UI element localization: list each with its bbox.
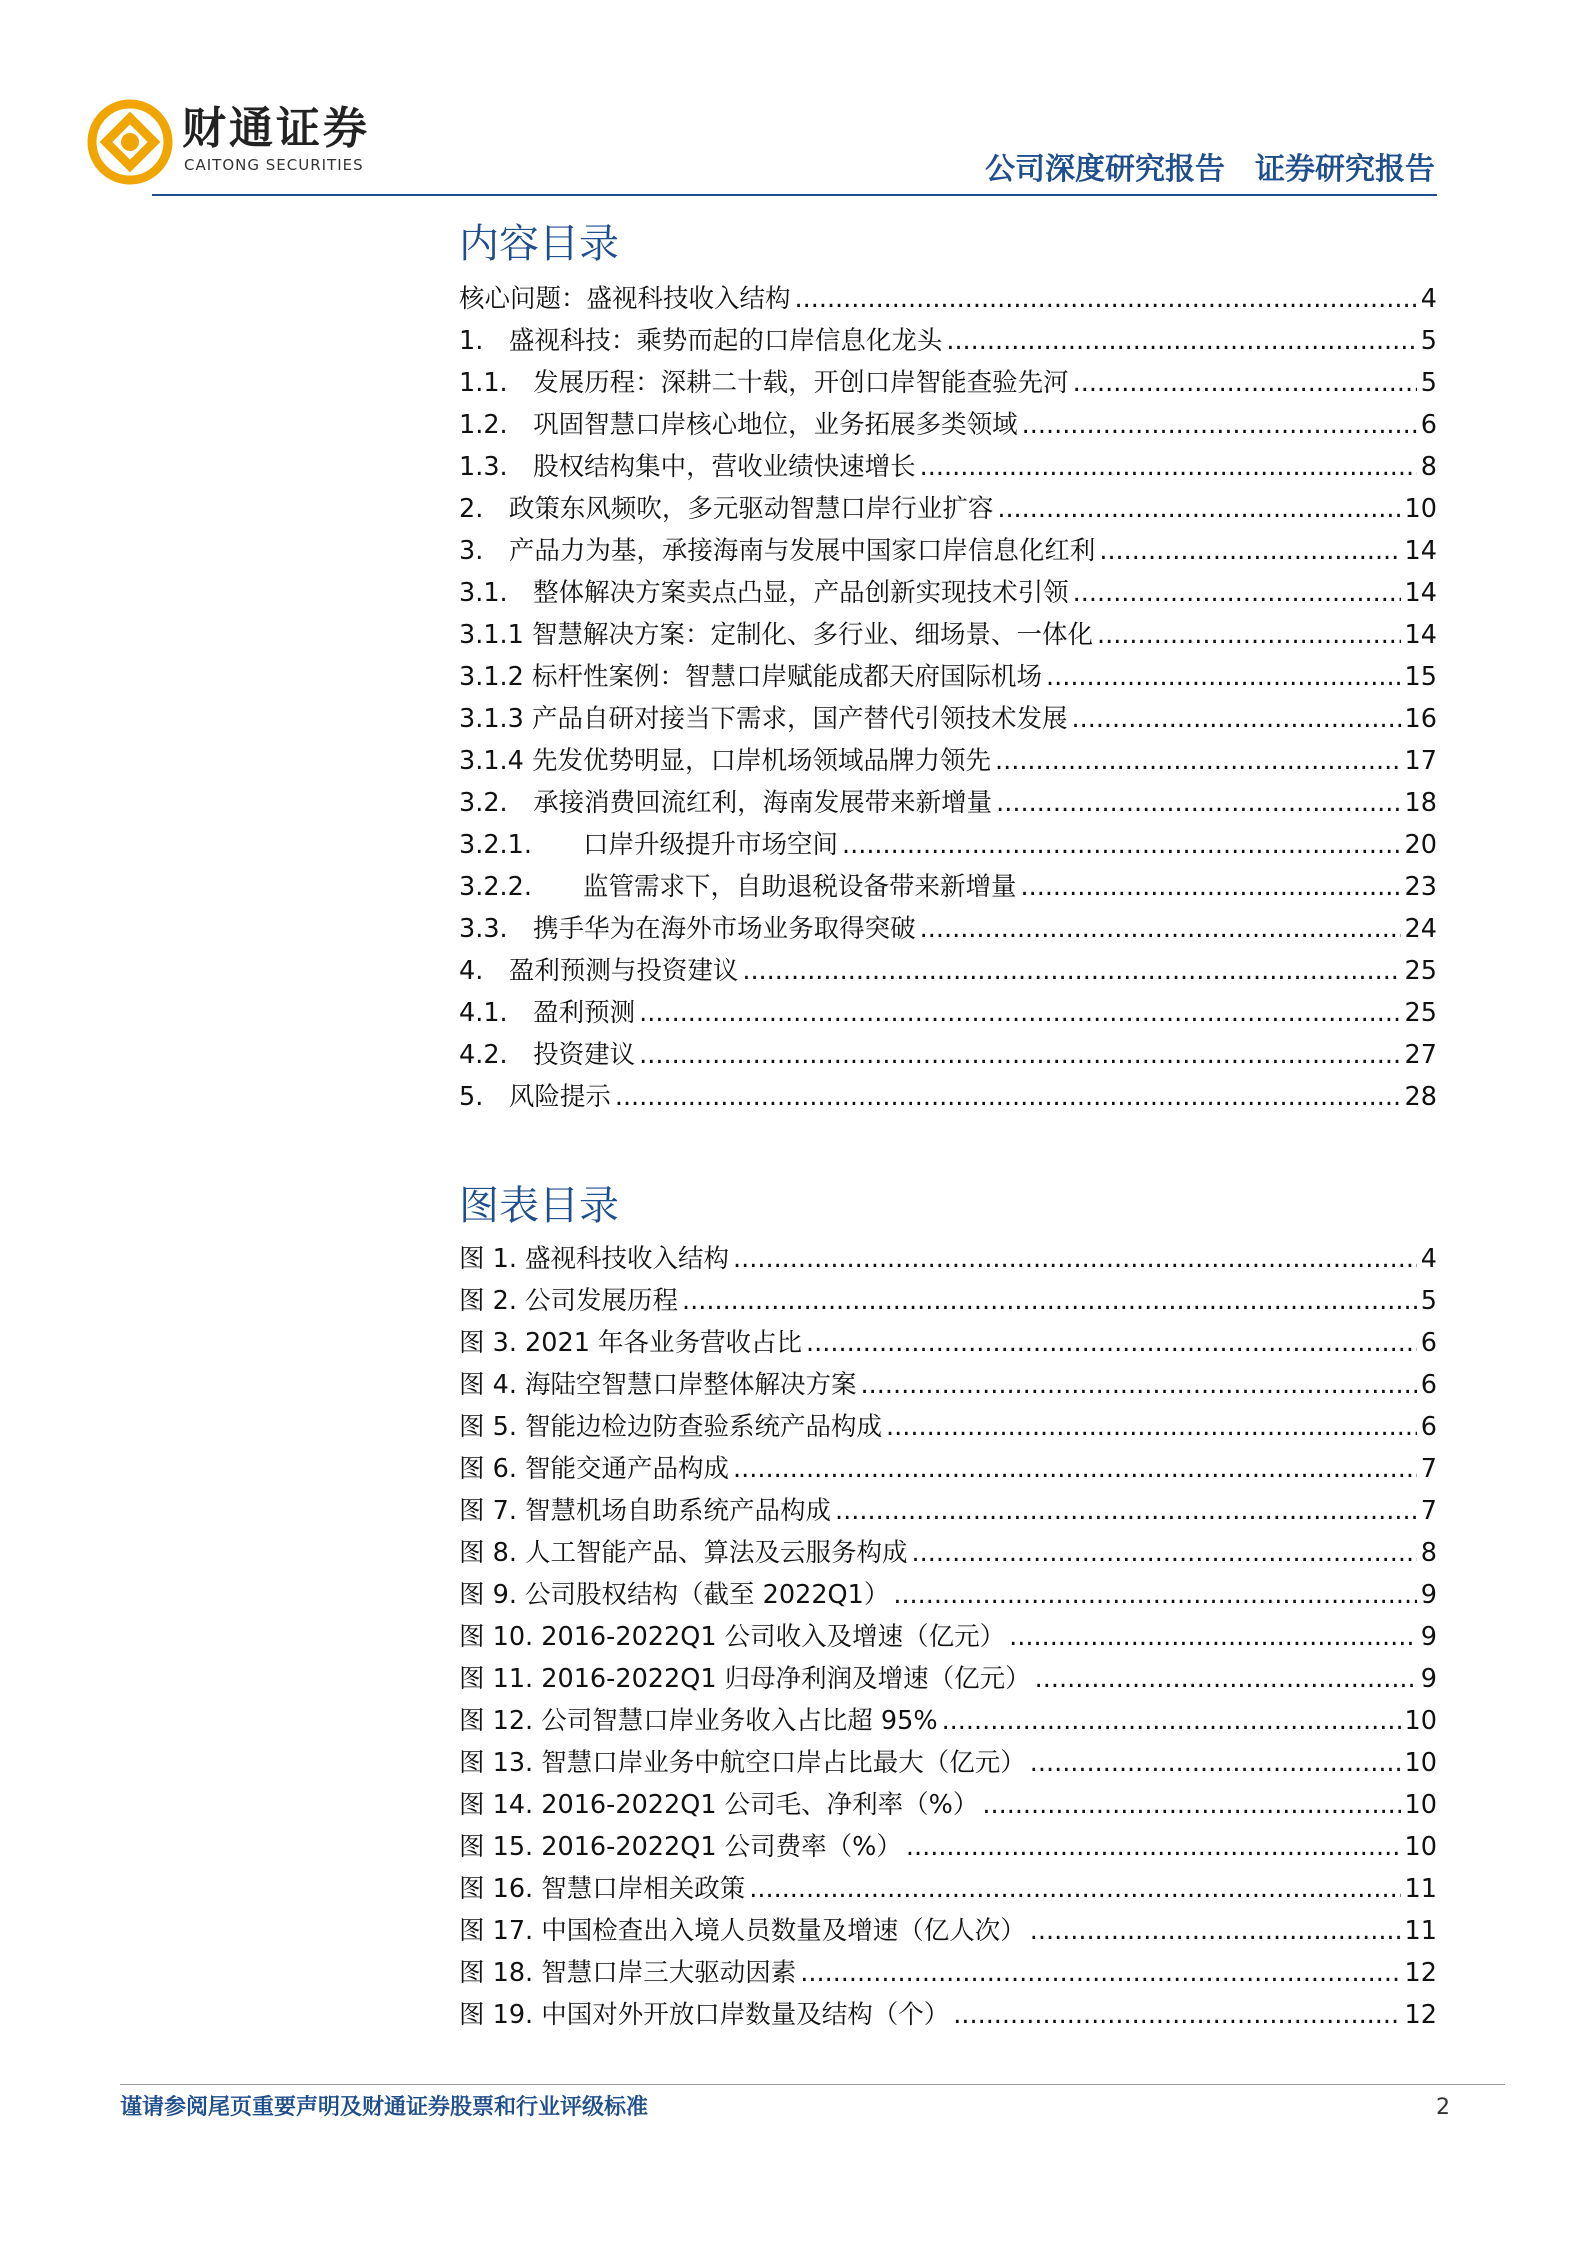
entry-page-number: 14 [1404, 536, 1437, 566]
entry-page-number: 5 [1420, 1286, 1437, 1316]
dot-leader [639, 1034, 1400, 1076]
entry-page-number: 7 [1420, 1496, 1437, 1526]
dot-leader [1073, 572, 1401, 614]
header-divider [152, 194, 1437, 196]
figure-entry[interactable] [459, 1532, 1437, 1574]
entry-page-number: 15 [1404, 662, 1437, 692]
figure-entry[interactable] [459, 1742, 1437, 1784]
toc-entry[interactable] [459, 1076, 1437, 1118]
entry-page-number: 25 [1404, 998, 1437, 1028]
dot-leader [795, 278, 1417, 320]
entry-label: 3.1.1 智慧解决方案：定制化、多行业、细场景、一体化 [459, 620, 1093, 650]
figure-entry[interactable] [459, 1364, 1437, 1406]
figure-entry[interactable] [459, 1448, 1437, 1490]
toc-entry[interactable] [459, 656, 1437, 698]
dot-leader [1035, 1658, 1417, 1700]
entry-label: 图 10. 2016-2022Q1 公司收入及增速（亿元） [459, 1622, 1006, 1652]
entry-page-number: 11 [1404, 1874, 1437, 1904]
entry-page-number: 7 [1420, 1454, 1437, 1484]
entry-label: 2. 政策东风频吹，多元驱动智慧口岸行业扩容 [459, 494, 994, 524]
entry-label: 图 12. 公司智慧口岸业务收入占比超 95% [459, 1706, 938, 1736]
contents-title: 内容目录 [459, 221, 619, 267]
entry-label: 1. 盛视科技：乘势而起的口岸信息化龙头 [459, 326, 943, 356]
entry-label: 1.2. 巩固智慧口岸核心地位，业务拓展多类领域 [459, 410, 1018, 440]
toc-entry[interactable] [459, 614, 1437, 656]
toc-entry[interactable] [459, 1034, 1437, 1076]
dot-leader [1021, 866, 1401, 908]
toc-entry[interactable] [459, 782, 1437, 824]
dot-leader [912, 1532, 1417, 1574]
entry-label: 4.2. 投资建议 [459, 1040, 636, 1070]
entry-label: 图 5. 智能边检边防查验系统产品构成 [459, 1412, 883, 1442]
toc-entry[interactable] [459, 992, 1437, 1034]
figures-title: 图表目录 [459, 1183, 619, 1229]
entry-label: 图 16. 智慧口岸相关政策 [459, 1874, 746, 1904]
entry-label: 5. 风险提示 [459, 1082, 611, 1112]
dot-leader [1099, 530, 1400, 572]
dot-leader [1030, 1910, 1401, 1952]
dot-leader [835, 1490, 1417, 1532]
entry-page-number: 25 [1404, 956, 1437, 986]
figure-entry[interactable] [459, 1910, 1437, 1952]
entry-label: 3.2.2. 监管需求下，自助退税设备带来新增量 [459, 872, 1017, 902]
footer-disclaimer: 谨请参阅尾页重要声明及财通证券股票和行业评级标准 [120, 2095, 649, 2120]
dot-leader [920, 908, 1401, 950]
contents-list [459, 278, 1437, 1118]
figures-list [459, 1238, 1437, 2036]
figure-entry[interactable] [459, 1826, 1437, 1868]
entry-page-number: 11 [1404, 1916, 1437, 1946]
dot-leader [749, 1868, 1400, 1910]
dot-leader [1046, 656, 1401, 698]
dot-leader [615, 1076, 1401, 1118]
entry-page-number: 9 [1420, 1664, 1437, 1694]
toc-entry[interactable] [459, 866, 1437, 908]
toc-entry[interactable] [459, 572, 1437, 614]
entry-page-number: 6 [1420, 1328, 1437, 1358]
toc-entry[interactable] [459, 824, 1437, 866]
entry-label: 4. 盈利预测与投资建议 [459, 956, 739, 986]
entry-label: 3.1. 整体解决方案卖点凸显，产品创新实现技术引领 [459, 578, 1069, 608]
figure-entry[interactable] [459, 1658, 1437, 1700]
entry-label: 图 4. 海陆空智慧口岸整体解决方案 [459, 1370, 857, 1400]
figure-entry[interactable] [459, 1784, 1437, 1826]
entry-page-number: 8 [1420, 1538, 1437, 1568]
toc-entry[interactable] [459, 488, 1437, 530]
dot-leader [639, 992, 1400, 1034]
toc-entry[interactable] [459, 950, 1437, 992]
brand-name-cn: 财通证券 [182, 103, 370, 154]
report-category: 证券研究报告 [1255, 152, 1435, 187]
entry-label: 3. 产品力为基，承接海南与发展中国家口岸信息化红利 [459, 536, 1096, 566]
dot-leader [861, 1364, 1417, 1406]
dot-leader [806, 1322, 1417, 1364]
entry-page-number: 14 [1404, 620, 1437, 650]
footer-divider [120, 2084, 1505, 2085]
entry-label: 核心问题：盛视科技收入结构 [459, 284, 791, 314]
entry-label: 1.3. 股权结构集中，营收业绩快速增长 [459, 452, 916, 482]
entry-page-number: 28 [1404, 1082, 1437, 1112]
entry-label: 3.2. 承接消费回流红利，海南发展带来新增量 [459, 788, 993, 818]
entry-label: 图 18. 智慧口岸三大驱动因素 [459, 1958, 797, 1988]
entry-page-number: 6 [1420, 1370, 1437, 1400]
entry-page-number: 24 [1404, 914, 1437, 944]
toc-entry[interactable] [459, 740, 1437, 782]
entry-page-number: 14 [1404, 578, 1437, 608]
figure-entry[interactable] [459, 1490, 1437, 1532]
entry-page-number: 4 [1420, 284, 1437, 314]
entry-label: 图 3. 2021 年各业务营收占比 [459, 1328, 803, 1358]
dot-leader [997, 488, 1400, 530]
entry-page-number: 8 [1420, 452, 1437, 482]
entry-label: 图 19. 中国对外开放口岸数量及结构（个） [459, 2000, 950, 2030]
dot-leader [742, 950, 1400, 992]
report-type: 公司深度研究报告 [985, 152, 1225, 187]
dot-leader [893, 1574, 1416, 1616]
dot-leader [1073, 362, 1417, 404]
dot-leader [682, 1280, 1417, 1322]
entry-label: 3.2.1. 口岸升级提升市场空间 [459, 830, 838, 860]
figure-entry[interactable] [459, 1574, 1437, 1616]
entry-label: 3.3. 携手华为在海外市场业务取得突破 [459, 914, 916, 944]
figure-entry[interactable] [459, 1322, 1437, 1364]
toc-entry[interactable] [459, 404, 1437, 446]
dot-leader [733, 1238, 1417, 1280]
entry-page-number: 10 [1404, 1748, 1437, 1778]
dot-leader [842, 824, 1401, 866]
entry-page-number: 17 [1404, 746, 1437, 776]
entry-label: 图 2. 公司发展历程 [459, 1286, 679, 1316]
dot-leader [1072, 698, 1401, 740]
entry-label: 图 15. 2016-2022Q1 公司费率（%） [459, 1832, 902, 1862]
dot-leader [1009, 1616, 1417, 1658]
entry-label: 1.1. 发展历程：深耕二十载，开创口岸智能查验先河 [459, 368, 1069, 398]
entry-label: 图 1. 盛视科技收入结构 [459, 1244, 730, 1274]
report-type-header [985, 150, 1435, 190]
entry-label: 3.1.3 产品自研对接当下需求，国产替代引领技术发展 [459, 704, 1068, 734]
dot-leader [800, 1952, 1400, 1994]
entry-label: 图 17. 中国检查出入境人员数量及增速（亿人次） [459, 1916, 1026, 1946]
dot-leader [982, 1784, 1400, 1826]
figure-entry[interactable] [459, 1952, 1437, 1994]
entry-label: 图 9. 公司股权结构（截至 2022Q1） [459, 1580, 890, 1610]
entry-page-number: 27 [1404, 1040, 1437, 1070]
toc-entry[interactable] [459, 530, 1437, 572]
entry-label: 图 6. 智能交通产品构成 [459, 1454, 730, 1484]
figure-entry[interactable] [459, 1994, 1437, 2036]
entry-page-number: 23 [1404, 872, 1437, 902]
dot-leader [886, 1406, 1417, 1448]
figure-entry[interactable] [459, 1868, 1437, 1910]
toc-entry[interactable] [459, 362, 1437, 404]
dot-leader [996, 782, 1400, 824]
entry-page-number: 10 [1404, 494, 1437, 524]
entry-label: 3.1.2 标杆性案例：智慧口岸赋能成都天府国际机场 [459, 662, 1042, 692]
figure-entry[interactable] [459, 1700, 1437, 1742]
entry-page-number: 18 [1404, 788, 1437, 818]
dot-leader [1030, 1742, 1401, 1784]
dot-leader [920, 446, 1417, 488]
dot-leader [1097, 614, 1401, 656]
brand-name-en: CAITONG SECURITIES [184, 156, 364, 174]
entry-label: 3.1.4 先发优势明显，口岸机场领域品牌力领先 [459, 746, 991, 776]
dot-leader [946, 320, 1416, 362]
dot-leader [733, 1448, 1417, 1490]
entry-page-number: 10 [1404, 1832, 1437, 1862]
entry-page-number: 5 [1420, 368, 1437, 398]
entry-page-number: 4 [1420, 1244, 1437, 1274]
toc-entry[interactable] [459, 908, 1437, 950]
entry-label: 4.1. 盈利预测 [459, 998, 636, 1028]
entry-page-number: 6 [1420, 410, 1437, 440]
entry-page-number: 16 [1404, 704, 1437, 734]
dot-leader [953, 1994, 1400, 2036]
page-number: 2 [1436, 2095, 1450, 2120]
dot-leader [942, 1700, 1401, 1742]
entry-page-number: 12 [1404, 1958, 1437, 1988]
dot-leader [906, 1826, 1401, 1868]
dot-leader [995, 740, 1401, 782]
toc-entry[interactable] [459, 698, 1437, 740]
figure-entry[interactable] [459, 1238, 1437, 1280]
dot-leader [1022, 404, 1417, 446]
toc-entry[interactable] [459, 446, 1437, 488]
entry-page-number: 10 [1404, 1706, 1437, 1736]
entry-label: 图 13. 智慧口岸业务中航空口岸占比最大（亿元） [459, 1748, 1026, 1778]
entry-label: 图 11. 2016-2022Q1 归母净利润及增速（亿元） [459, 1664, 1031, 1694]
toc-entry[interactable] [459, 278, 1437, 320]
figure-entry[interactable] [459, 1406, 1437, 1448]
entry-label: 图 7. 智慧机场自助系统产品构成 [459, 1496, 832, 1526]
entry-label: 图 8. 人工智能产品、算法及云服务构成 [459, 1538, 908, 1568]
entry-page-number: 6 [1420, 1412, 1437, 1442]
figure-entry[interactable] [459, 1616, 1437, 1658]
entry-page-number: 12 [1404, 2000, 1437, 2030]
entry-page-number: 9 [1420, 1580, 1437, 1610]
figure-entry[interactable] [459, 1280, 1437, 1322]
caitong-logo-icon [80, 92, 180, 192]
entry-page-number: 10 [1404, 1790, 1437, 1820]
toc-entry[interactable] [459, 320, 1437, 362]
entry-page-number: 9 [1420, 1622, 1437, 1652]
entry-page-number: 5 [1420, 326, 1437, 356]
entry-label: 图 14. 2016-2022Q1 公司毛、净利率（%） [459, 1790, 979, 1820]
entry-page-number: 20 [1404, 830, 1437, 860]
